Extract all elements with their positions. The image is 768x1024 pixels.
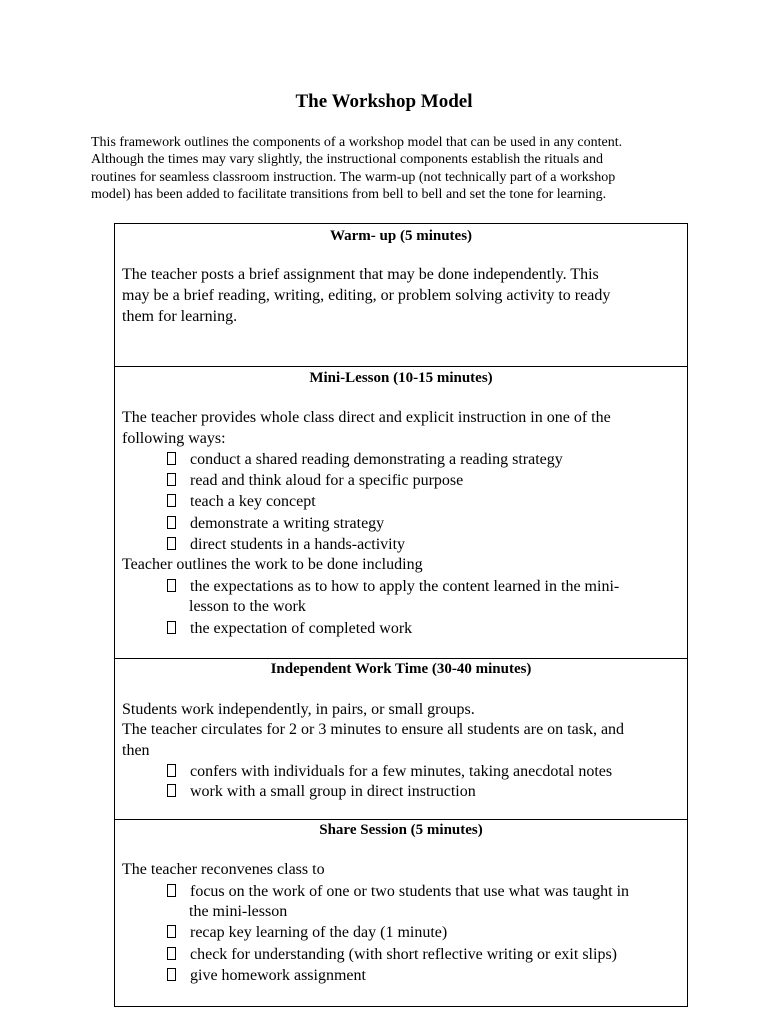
checkbox-square-icon: [167, 925, 176, 938]
checkbox-square-icon: [167, 516, 176, 529]
list-item: recap key learning of the day (1 minute): [167, 922, 447, 943]
intro-line: This framework outlines the components of a workshop model that can be used in any content.: [91, 135, 623, 150]
warmup-line: may be a brief reading, writing, editing, or problem solving activity to ready: [122, 287, 611, 304]
checkbox-square-icon: [167, 621, 176, 634]
list-item: the expectation of completed work: [167, 618, 412, 639]
minilesson-intro-line: The teacher provides whole class direct and explicit instruction in one of the: [122, 409, 611, 426]
warmup-section: [114, 223, 688, 366]
list-item: the expectations as to how to apply the content learned in the mini-: [167, 576, 619, 597]
checkbox-square-icon: [167, 579, 176, 592]
minilesson-heading: Mini-Lesson (10-15 minutes): [309, 370, 493, 386]
list-item: teach a key concept: [167, 491, 316, 512]
warmup-line: them for learning.: [122, 308, 238, 325]
list-item: work with a small group in direct instruction: [167, 781, 476, 802]
intro-line: model) has been added to facilitate transitions from bell to bell and set the tone for learning.: [91, 186, 607, 202]
list-item: give homework assignment: [167, 965, 366, 986]
independent-section: [114, 658, 688, 819]
independent-line: then: [122, 742, 150, 759]
list-item: focus on the work of one or two students that use what was taught in: [167, 881, 629, 902]
intro-line: Although the times may vary slightly, the instructional components establish the rituals and: [91, 152, 603, 168]
independent-line: The teacher circulates for 2 or 3 minutes to ensure all students are on task, and: [122, 721, 625, 738]
list-item: direct students in a hands-activity: [167, 534, 405, 555]
warmup-heading: Warm- up (5 minutes): [329, 228, 473, 244]
minilesson-intro-line: following ways:: [122, 430, 226, 447]
checkbox-square-icon: [167, 968, 176, 981]
warmup-line: The teacher posts a brief assignment that may be done independently. This: [122, 266, 599, 283]
intro-line: routines for seamless classroom instruction. The warm-up (not technically part of a workshop: [91, 169, 616, 185]
checkbox-square-icon: [167, 884, 176, 897]
share-intro-line: The teacher reconvenes class to: [122, 861, 325, 878]
share-heading: Share Session (5 minutes): [319, 822, 483, 838]
checkbox-square-icon: [167, 494, 176, 507]
list-item: read and think aloud for a specific purpose: [167, 470, 463, 491]
minilesson-section: Mini-Lesson (10-15 minutes) The teacher provides whole class direct and explicit instruction in one of the following ways: conduct a shared reading demonstrating a reading strategy read and think aloud for a specific purpose teach a key concept demonstrate a writing strategy direct students in a hands-activity Teacher outlines the work to be done including the expectations as to how to apply the content learned in the mini- lesson to the work the expectation of completed work: [114, 366, 688, 658]
independent-line: Students work independently, in pairs, or small groups.: [122, 701, 475, 718]
intro-paragraph: [91, 134, 681, 203]
checkbox-square-icon: [167, 473, 176, 486]
checkbox-square-icon: [167, 947, 176, 960]
list-item: demonstrate a writing strategy: [167, 513, 384, 534]
page-title: The Workshop Model: [295, 91, 473, 112]
checkbox-square-icon: [167, 784, 176, 797]
list-item: check for understanding (with short reflective writing or exit slips): [167, 944, 617, 965]
share-section: Share Session (5 minutes) The teacher reconvenes class to focus on the work of one or two students that use what was taught in the mini-lesson recap key learning of the day (1 minute) check for understanding (with short reflective writing or exit slips) give homework assignment: [114, 819, 688, 1007]
independent-heading: Independent Work Time (30-40 minutes): [270, 661, 532, 677]
checkbox-square-icon: [167, 537, 176, 550]
list-item: conduct a shared reading demonstrating a reading strategy: [167, 449, 563, 470]
minilesson-outline-line: Teacher outlines the work to be done including: [122, 556, 423, 573]
list-item: confers with individuals for a few minutes, taking anecdotal notes: [167, 761, 612, 782]
checkbox-square-icon: [167, 764, 176, 777]
checkbox-square-icon: [167, 452, 176, 465]
